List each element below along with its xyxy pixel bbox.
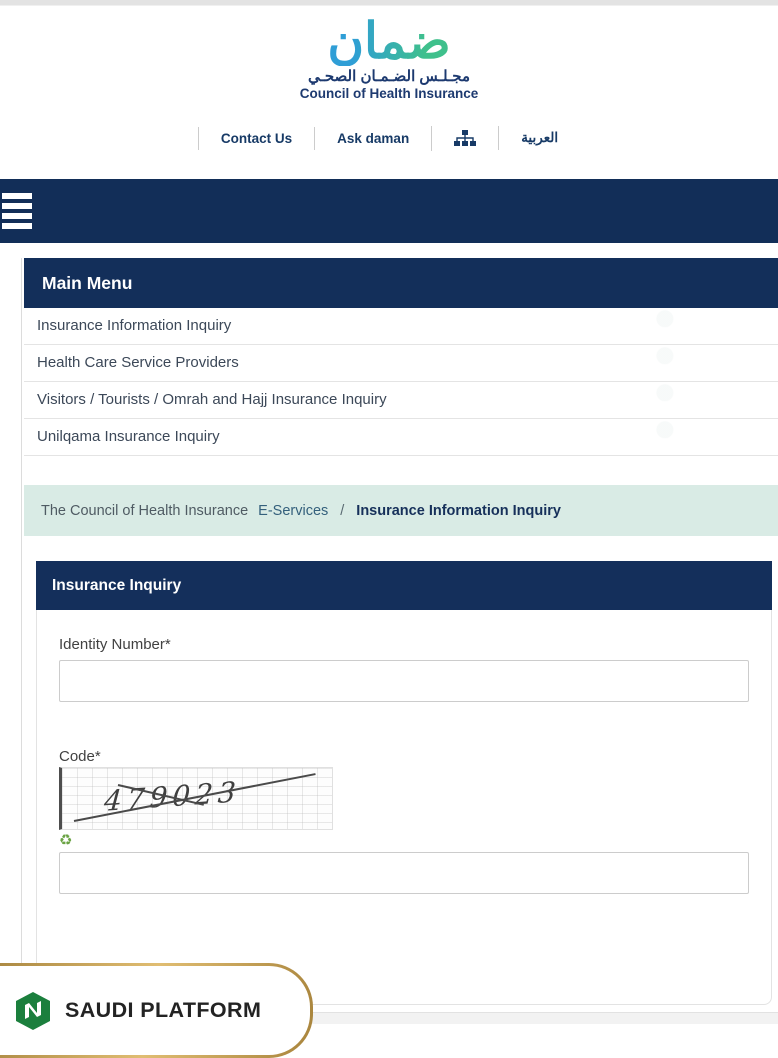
- content-column: [21, 258, 778, 1028]
- saudi-platform-logo-icon: [15, 991, 51, 1031]
- saudi-platform-watermark: [0, 963, 313, 1058]
- breadcrumb-separator: /: [340, 502, 345, 519]
- identity-number-label: Identity Number*: [59, 636, 171, 653]
- menu-item-visitors-tourists-omrah-hajj[interactable]: Visitors / Tourists / Omrah and Hajj Insurance Inquiry: [24, 382, 778, 419]
- ask-daman-link[interactable]: Ask daman: [314, 127, 431, 150]
- sitemap-link[interactable]: [431, 126, 498, 151]
- captcha-image: [59, 767, 333, 830]
- captcha-refresh-icon[interactable]: ♻: [59, 832, 73, 849]
- sitemap-icon: [454, 130, 476, 147]
- breadcrumb: [24, 485, 778, 536]
- identity-number-input[interactable]: [59, 660, 749, 702]
- hamburger-menu-icon[interactable]: [2, 193, 32, 229]
- captcha-code-text: 479023: [103, 775, 242, 818]
- main-menu-header: [24, 258, 778, 308]
- code-input[interactable]: [59, 852, 749, 894]
- daman-logo-wordmark: ضمان: [327, 13, 451, 69]
- logo-english-subtitle: Council of Health Insurance: [299, 86, 479, 101]
- insurance-inquiry-card-header: [36, 561, 772, 610]
- language-toggle-arabic[interactable]: العربية: [498, 126, 580, 150]
- main-menu-bar: [0, 179, 778, 243]
- insurance-inquiry-card: [36, 561, 772, 1005]
- main-menu-list: [24, 308, 778, 456]
- site-header: [0, 6, 778, 153]
- insurance-inquiry-form: [37, 610, 771, 894]
- breadcrumb-eservices-link[interactable]: E-Services: [258, 502, 329, 519]
- menu-item-unilqama-insurance-inquiry[interactable]: Unilqama Insurance Inquiry: [24, 419, 778, 456]
- saudi-platform-label: SAUDI PLATFORM: [65, 998, 262, 1022]
- main-menu-title: Main Menu: [42, 272, 133, 293]
- top-navigation: [0, 123, 778, 153]
- logo-arabic-subtitle: مجـلـس الضـمـان الصحـي: [307, 68, 471, 85]
- menu-item-insurance-information-inquiry[interactable]: Insurance Information Inquiry: [24, 308, 778, 345]
- insurance-inquiry-title: Insurance Inquiry: [52, 576, 182, 594]
- contact-us-link[interactable]: Contact Us: [198, 127, 314, 150]
- breadcrumb-current-page: Insurance Information Inquiry: [356, 502, 561, 519]
- menu-item-health-care-service-providers[interactable]: Health Care Service Providers: [24, 345, 778, 382]
- breadcrumb-root-link[interactable]: The Council of Health Insurance: [41, 502, 249, 519]
- code-label: Code*: [59, 748, 101, 765]
